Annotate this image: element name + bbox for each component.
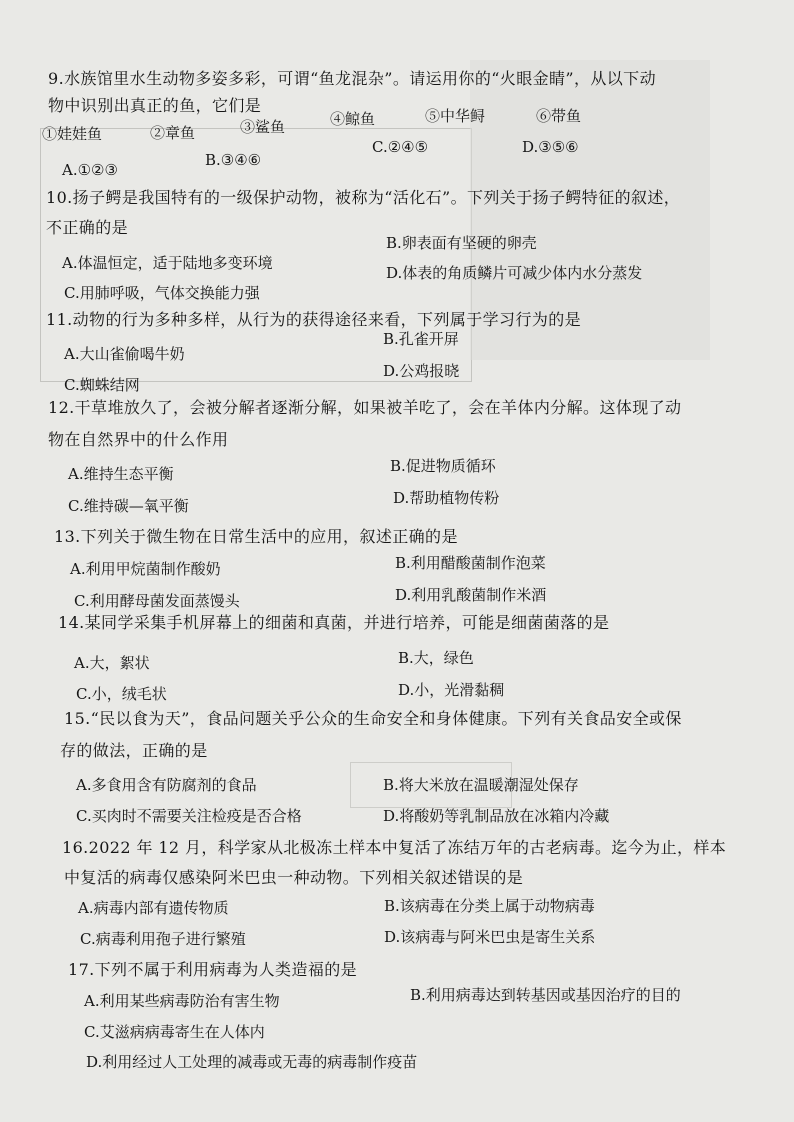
- animal-item: ⑤中华鲟: [425, 107, 486, 125]
- option-b: B.利用病毒达到转基因或基因治疗的目的: [410, 986, 681, 1004]
- option-d: D.该病毒与阿米巴虫是寄生关系: [384, 928, 596, 946]
- option-a: A.体温恒定，适于陆地多变环境: [62, 254, 273, 272]
- question-11-stem: 11.动物的行为多种多样，从行为的获得途径来看，下列属于学习行为的是: [46, 310, 582, 329]
- option-c: C.艾滋病病毒寄生在人体内: [84, 1023, 265, 1041]
- option-d: D.帮助植物传粉: [393, 489, 500, 507]
- question-16-stem-line2: 中复活的病毒仅感染阿米巴虫一种动物。下列相关叙述错误的是: [64, 868, 524, 887]
- option-b: B.大，绿色: [398, 649, 474, 667]
- animal-item: ②章鱼: [150, 124, 196, 142]
- option-d: D.利用经过人工处理的减毒或无毒的病毒制作疫苗: [86, 1053, 418, 1071]
- option-a: A.①②③: [62, 161, 118, 179]
- question-9-stem-line2: 物中识别出真正的鱼，它们是: [48, 96, 262, 115]
- option-a: A.利用某些病毒防治有害生物: [84, 992, 280, 1010]
- option-c: C.病毒利用孢子进行繁殖: [80, 930, 246, 948]
- animal-item: ④鲸鱼: [330, 110, 376, 128]
- question-16-stem-line1: 16.2022 年 12 月，科学家从北极冻土样本中复活了冻结万年的古老病毒。迄今为止，样本: [62, 838, 727, 857]
- option-c: C.维持碳—氧平衡: [68, 497, 189, 515]
- option-b: B.利用醋酸菌制作泡菜: [395, 554, 546, 572]
- option-d: D.体表的角质鳞片可减少体内水分蒸发: [386, 264, 643, 282]
- option-c: C.用肺呼吸，气体交换能力强: [64, 284, 260, 302]
- option-a: A.利用甲烷菌制作酸奶: [70, 560, 221, 578]
- animal-item: ⑥带鱼: [536, 107, 582, 125]
- option-b: B.卵表面有坚硬的卵壳: [386, 234, 537, 252]
- option-b: B.孔雀开屏: [383, 330, 459, 348]
- question-15-stem-line1: 15.“民以食为天”，食品问题关乎公众的生命安全和身体健康。下列有关食品安全或保: [64, 709, 682, 728]
- option-b: B.③④⑥: [205, 151, 262, 169]
- question-10-stem-line1: 10.扬子鳄是我国特有的一级保护动物，被称为“活化石”。下列关于扬子鳄特征的叙述，: [46, 188, 681, 207]
- option-c: C.小，绒毛状: [76, 685, 167, 703]
- animal-item: ①娃娃鱼: [42, 125, 103, 143]
- option-a: A.多食用含有防腐剂的食品: [76, 776, 257, 794]
- option-c: C.买肉时不需要关注检疫是否合格: [76, 807, 302, 825]
- option-c: C.②④⑤: [372, 138, 429, 156]
- question-17-stem: 17.下列不属于利用病毒为人类造福的是: [68, 960, 358, 979]
- option-d: D.将酸奶等乳制品放在冰箱内冷藏: [383, 807, 610, 825]
- option-d: D.公鸡报晓: [383, 362, 460, 380]
- question-15-stem-line2: 存的做法，正确的是: [60, 741, 208, 760]
- option-a: A.大山雀偷喝牛奶: [64, 345, 185, 363]
- animal-item: ③鲨鱼: [240, 118, 286, 136]
- option-a: A.病毒内部有遗传物质: [78, 899, 229, 917]
- question-14-stem: 14.某同学采集手机屏幕上的细菌和真菌，并进行培养，可能是细菌菌落的是: [58, 613, 610, 632]
- option-d: D.利用乳酸菌制作米酒: [395, 586, 547, 604]
- option-b: B.将大米放在温暖潮湿处保存: [383, 776, 579, 794]
- option-d: D.③⑤⑥: [522, 138, 579, 156]
- question-10-stem-line2: 不正确的是: [46, 218, 129, 237]
- option-d: D.小，光滑黏稠: [398, 681, 505, 699]
- question-12-stem-line2: 物在自然界中的什么作用: [48, 430, 229, 449]
- option-b: B.促进物质循环: [390, 457, 496, 475]
- question-12-stem-line1: 12.干草堆放久了，会被分解者逐渐分解，如果被羊吃了，会在羊体内分解。这体现了动: [48, 398, 682, 417]
- option-a: A.维持生态平衡: [68, 465, 174, 483]
- option-b: B.该病毒在分类上属于动物病毒: [384, 897, 595, 915]
- question-9-stem-line1: 9.水族馆里水生动物多姿多彩，可谓“鱼龙混杂”。请运用你的“火眼金睛”，从以下动: [48, 69, 656, 88]
- option-c: C.利用酵母菌发面蒸馒头: [74, 592, 240, 610]
- option-c: C.蜘蛛结网: [64, 376, 140, 394]
- option-a: A.大，絮状: [74, 654, 150, 672]
- question-13-stem: 13.下列关于微生物在日常生活中的应用，叙述正确的是: [54, 527, 458, 546]
